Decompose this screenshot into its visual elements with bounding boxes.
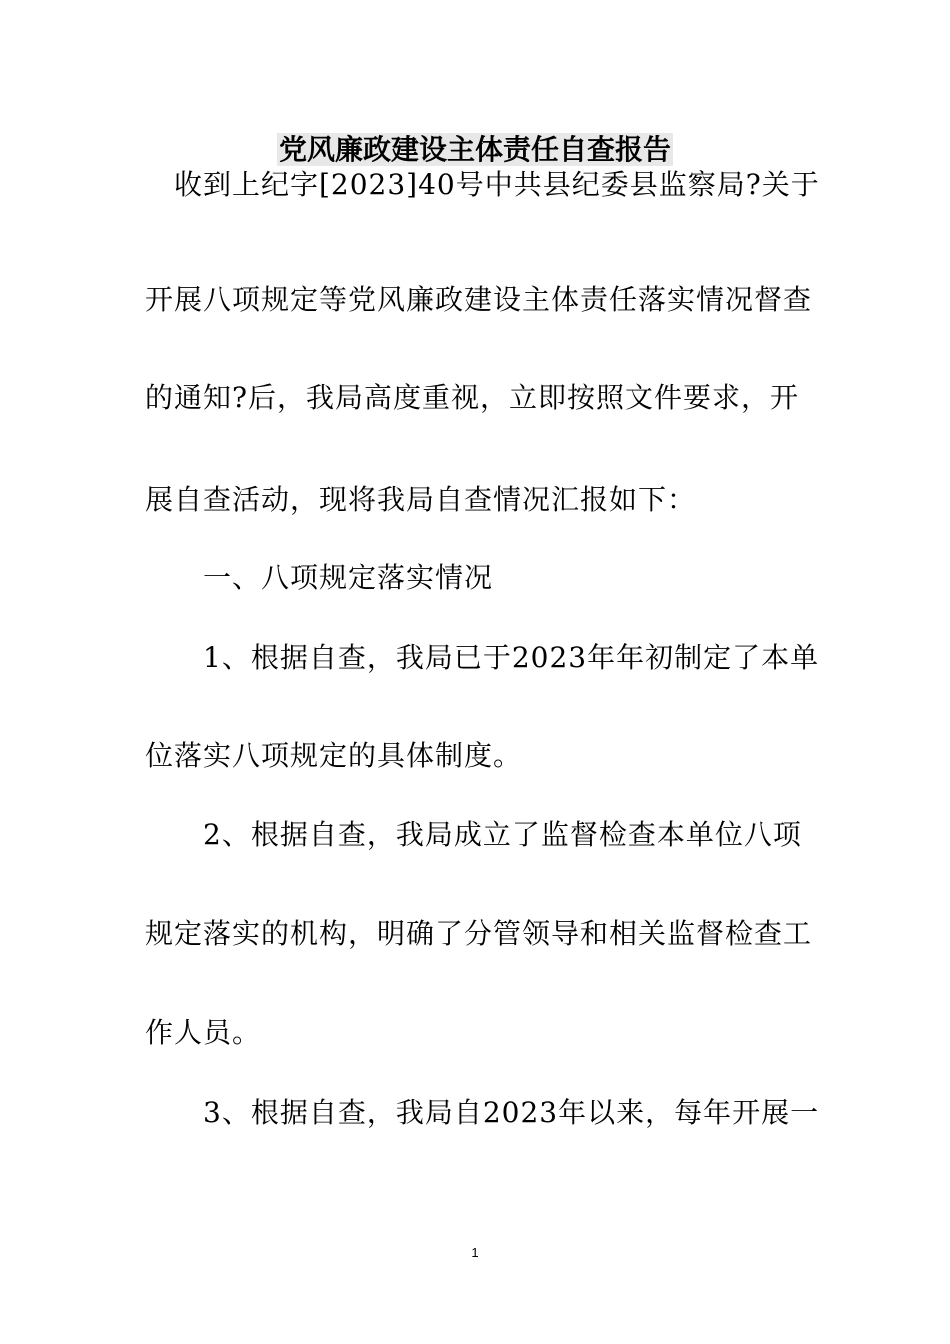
paragraph-line: 作人员。 — [145, 1016, 262, 1049]
paragraph-line: 规定落实的机构，明确了分管领导和相关监督检查工 — [145, 917, 813, 950]
title-text: 党风廉政建设主体责任自查报告 — [278, 133, 671, 166]
paragraph-line: 展自查活动，现将我局自查情况汇报如下： — [145, 483, 697, 516]
paragraph-line: 2、根据自查，我局成立了监督检查本单位八项 — [145, 818, 802, 851]
paragraph-line: 开展八项规定等党风廉政建设主体责任落实情况督查 — [145, 283, 813, 316]
paragraph-line: 的通知?后，我局高度重视，立即按照文件要求，开 — [145, 381, 800, 414]
paragraph-line: 1、根据自查，我局已于2023年年初制定了本单 — [145, 641, 820, 674]
paragraph-line: 3、根据自查，我局自2023年以来，每年开展一 — [145, 1096, 820, 1129]
paragraph-line: 位落实八项规定的具体制度。 — [145, 739, 523, 772]
paragraph-line: 收到上纪字[2023]40号中共县纪委县监察局?关于 — [145, 168, 820, 201]
section-heading: 一、八项规定落实情况 — [145, 561, 494, 594]
page-number: 1 — [471, 1245, 479, 1260]
